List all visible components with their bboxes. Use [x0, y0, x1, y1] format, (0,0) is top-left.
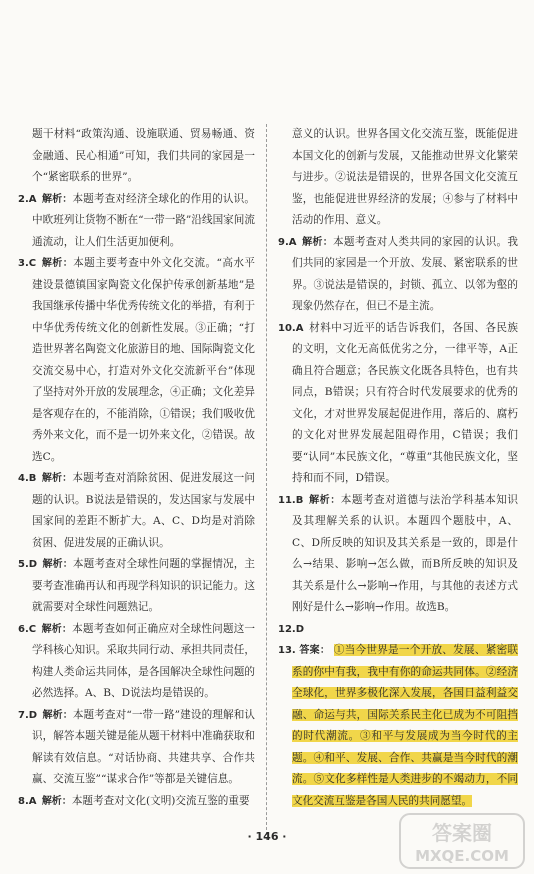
answer-letter: C: [28, 623, 37, 635]
answer-text: ①当今世界是一个开放、发展、紧密联系的你中有我，我中有你的命运共同体。②经济全球化，世界多极化深入发展，各国日益利益交融、命运与共，国际关系民主化已成为不可阻挡的时代潮流。③和平与发展成为当今时代的主题。④和平、发展、合作、共赢是当今时代的潮流。⑤文化多样性是人类进步的不竭动力，不同文化交流互鉴是各国人民的共同愿望。: [292, 644, 519, 807]
question-number: 10.: [278, 322, 296, 334]
answer-label: 答案：: [299, 645, 331, 656]
answer-letter: D: [28, 559, 38, 570]
question-item: [18, 554, 255, 619]
left-items: [18, 189, 255, 813]
right-lead: [278, 124, 518, 232]
analysis-label: 解析：: [41, 473, 73, 484]
analysis-text: 本题考查对道德与法治学科基本知识及其理解关系的认识。本题四个题肢中，A、C、D所反映的知识及其关系是一致的，即是什么→结果、影响→怎么做，而B所反映的知识及其关系是什么→影响→作用，与其他的表述方式刚好是什么→影响→作用。故选B。: [292, 493, 519, 613]
answer-letter: B: [295, 494, 304, 506]
answer-letter: C: [28, 258, 37, 269]
left-intro: [18, 124, 255, 189]
column-divider: [266, 124, 267, 840]
analysis-text: 材料中习近平的话告诉我们，各国、各民族的文明，文化无高低优劣之分，一律平等，A正确且符合题意；各民族文化既各具特色，也有共同点，B错误；只有符合时代发展要求的优秀的文化，才对世界发展起促进作用，落后的、腐朽的文化对世界发展起阻碍作用，C错误；我们要“认同”本民族文化，“尊重”其他民族文化，坚持和而不同，D错误。: [292, 321, 518, 484]
answer-letter: A: [28, 795, 37, 807]
question-item: [278, 232, 518, 318]
answer-letter: A: [295, 322, 304, 334]
analysis-text: 本题考查对全球性问题的掌握情况，主要考查准确再认和再现学科知识的识记能力。这就需要对全球性问题熟记。: [32, 558, 256, 613]
answer-letter: D: [295, 623, 305, 635]
question-item: [278, 490, 518, 619]
question-number: 9.: [278, 236, 289, 248]
question-number: 11.: [278, 494, 296, 506]
analysis-label: 解析：: [308, 494, 341, 506]
question-item: [18, 619, 255, 705]
analysis-label: 解析：: [41, 623, 73, 635]
question-number: 4.: [18, 473, 29, 484]
analysis-label: 解析：: [301, 236, 334, 248]
question-number: 6.: [18, 623, 29, 635]
question-number: 7.: [18, 709, 29, 721]
watermark-logo: [398, 812, 526, 870]
right-items: [278, 232, 518, 641]
svg-text:MXQE.COM: MXQE.COM: [415, 847, 509, 865]
question-item: [18, 791, 255, 813]
question-item: [18, 705, 255, 791]
question-number: 12.: [278, 623, 296, 635]
answer-letter: B: [28, 473, 37, 484]
question-number: 5.: [18, 559, 29, 570]
question-number: 2.: [18, 193, 29, 205]
question-number: 8.: [18, 795, 29, 807]
analysis-label: 解析：: [42, 559, 73, 570]
question-item: [18, 468, 255, 554]
question-13: [278, 640, 518, 812]
answer-letter: D: [28, 709, 38, 721]
question-number: 13.: [278, 645, 296, 656]
answer-letter: A: [28, 193, 37, 205]
analysis-text: 本题考查对经济全球化的作用的认识。中欧班列让货物不断在“一带一路”沿线国家间流通流动，让人们生活更加便利。: [32, 192, 256, 248]
question-item: [18, 253, 255, 468]
question-item: [18, 189, 255, 254]
analysis-text: 本题主要考查中外文化交流。“高水平建设景德镇国家陶瓷文化保护传承创新基地”是我国继承传播中华优秀传统文化的举措，有利于中华优秀传统文化的创新性发展。③正确；“打造世界著名陶瓷文化旅游目的地、国际陶瓷文化交流交易中心，打造对外文化交流新平台”体现了坚持对外开放的发展理念，④正确；文化差异是客观存在的，不能消除，①错误；我们吸收优秀外来文化，而不是一切外来文化，②错误。故选C。: [32, 257, 255, 463]
analysis-text: 本题考查如何正确应对全球性问题这一学科核心知识。采取共同行动、承担共同责任，构建人类命运共同体，是各国解决全球性问题的必然选择。A、B、D说法均是错误的。: [32, 622, 256, 699]
svg-text:答案圈: 答案圈: [432, 821, 492, 845]
analysis-label: 解析：: [41, 258, 74, 269]
page-number: · 146 ·: [247, 830, 287, 843]
analysis-label: 解析：: [41, 193, 73, 205]
analysis-text: 本题考查对文化(文明)交流互鉴的重要: [71, 794, 250, 807]
analysis-text: 本题考查对“一带一路”建设的理解和认识，解答本题关键是能从题干材料中准确获取和解读有效信息。“对话协商、共建共享、合作共赢、交流互鉴”“谋求合作”等都是关键信息。: [32, 708, 255, 785]
left-column: [18, 124, 255, 812]
question-item: [278, 619, 518, 641]
answer-letter: A: [288, 236, 297, 248]
left-intro-text: 题干材料“政策沟通、设施联通、贸易畅通、资金融通、民心相通”可知，我们共同的家园是一个“紧密联系的世界”。: [32, 128, 255, 183]
question-item: [278, 318, 518, 490]
question-number: 3.: [18, 258, 29, 269]
analysis-label: 解析：: [41, 795, 72, 807]
right-lead-text: 意义的认识。世界各国文化交流互鉴，既能促进本国文化的创新与发展，又能推动世界文化繁荣与进步。②说法是错误的，世界各国文化交流互鉴，也能促进世界经济的发展；④参与了材料中活动的作用、意义。: [292, 128, 518, 226]
analysis-text: 本题考查对消除贫困、促进发展这一问题的认识。B说法是错误的，发达国家与发展中国家间的差距不断扩大。A、C、D均是对消除贫困、促进发展的正确认识。: [32, 472, 256, 549]
analysis-label: 解析：: [42, 709, 73, 721]
analysis-text: 本题考查对人类共同的家园的认识。我们共同的家园是一个开放、发展、紧密联系的世界。③说法是错误的，封锁、孤立、以邻为壑的现象仍然存在，但已不是主流。: [292, 235, 518, 312]
right-column: [278, 124, 518, 812]
